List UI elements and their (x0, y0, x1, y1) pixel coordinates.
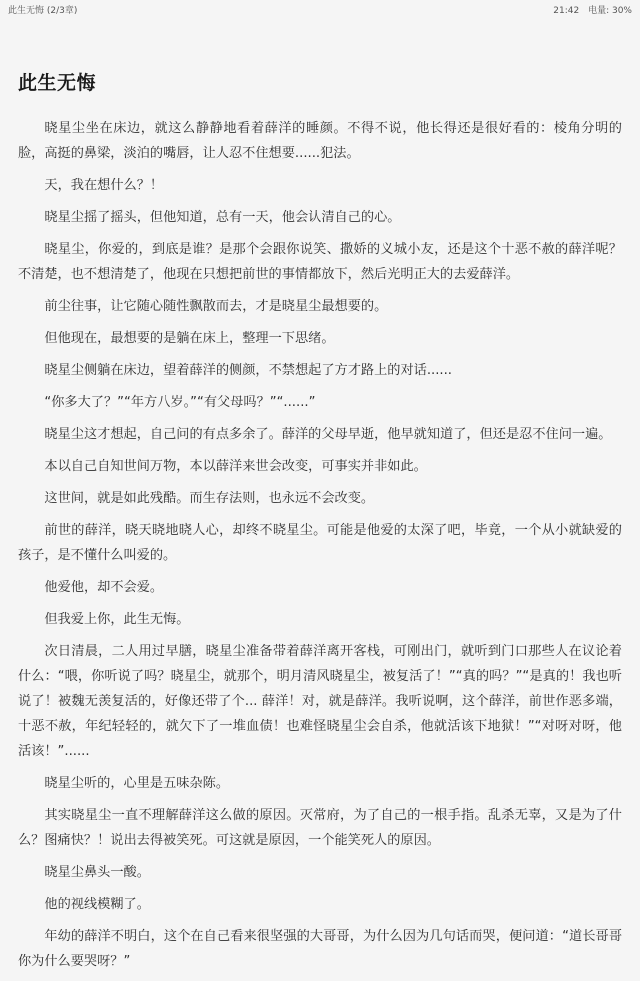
paragraph: 晓星尘侧躺在床边，望着薛洋的侧颜，不禁想起了方才路上的对话...... (44, 363, 452, 378)
status-bar (0, 0, 640, 18)
paragraph: 他爱他，却不会爱。 (44, 580, 164, 595)
paragraph: 晓星尘摇了摇头，但他知道，总有一天，他会认清自己的心。 (44, 210, 401, 225)
paragraph: 晓星尘，你爱的，到底是谁？是那个会跟你说笑、撒娇的义城小友，还是这个十恶不赦的薛洋呢？不清楚，也不想清楚了，他现在只想把前世的事情都放下，然后光明正大的去爱薛洋。 (18, 242, 622, 282)
paragraph: “你多大了？”“年方八岁。”“有父母吗？”“......” (44, 395, 316, 410)
paragraph: 他的视线模糊了。 (44, 897, 150, 912)
page-title: 此生无悔 (18, 72, 97, 94)
battery-value: 30% (611, 6, 632, 16)
paragraph: 晓星尘鼻头一酸。 (44, 865, 150, 880)
paragraph: 次日清晨，二人用过早膳，晓星尘准备带着薛洋离开客栈，可刚出门，就听到门口那些人在议论着什么：“喂，你听说了吗？晓星尘，就那个，明月清风晓星尘，被复活了！”“真的吗？”“是真的！我也听说了！被魏无羡复活的，好像还带了个... 薛洋！对，就是薛洋。我听说啊，这个薛洋，前世作恶多端，十恶不赦，年纪轻轻的，就欠下了一堆血债！也难怪晓星尘会自杀，他就活该下地狱！”“对呀对呀，他活该！”...... (18, 644, 622, 759)
clock: 21:42 (553, 6, 580, 16)
paragraph: 年幼的薛洋不明白，这个在自己看来很坚强的大哥哥，为什么因为几句话而哭，便问道：“道长哥哥你为什么要哭呀？” (18, 929, 622, 969)
paragraph: 前世的薛洋，晓天晓地晓人心，却终不晓星尘。可能是他爱的太深了吧，毕竟，一个从小就缺爱的孩子，是不懂什么叫爱的。 (18, 523, 622, 563)
battery-label: 电量: (588, 6, 610, 16)
paragraph: 本以自己自知世间万物，本以薛洋来世会改变，可事实并非如此。 (44, 459, 427, 474)
paragraph: 但他现在，最想要的是躺在床上，整理一下思绪。 (44, 331, 335, 346)
paragraph: 晓星尘这才想起，自己问的有点多余了。薛洋的父母早逝，他早就知道了，但还是忍不住问一遍。 (44, 427, 612, 442)
paragraph: 这世间，就是如此残酷。而生存法则，也永远不会改变。 (44, 491, 375, 506)
paragraph: 天，我在想什么？！ (44, 178, 164, 193)
battery-indicator (588, 6, 632, 16)
paragraph: 前尘往事，让它随心随性飘散而去，才是晓星尘最想要的。 (44, 299, 388, 314)
book-chapter-indicator: 此生无悔 (2/3章) (8, 6, 78, 16)
paragraph: 晓星尘坐在床边，就这么静静地看着薛洋的睡颜。不得不说，他长得还是很好看的：棱角分明的脸，高挺的鼻梁，淡泊的嘴唇，让人忍不住想要......犯法。 (18, 121, 622, 161)
paragraph: 其实晓星尘一直不理解薛洋这么做的原因。灭常府，为了自己的一根手指。乱杀无辜，又是为了什么？图痛快？！说出去得被笑死。可这就是原因，一个能笑死人的原因。 (18, 808, 622, 848)
paragraph: 但我爱上你，此生无悔。 (44, 612, 190, 627)
paragraph: 晓星尘听的，心里是五味杂陈。 (44, 776, 230, 791)
reading-content[interactable] (18, 116, 622, 981)
status-right-group (547, 3, 632, 16)
